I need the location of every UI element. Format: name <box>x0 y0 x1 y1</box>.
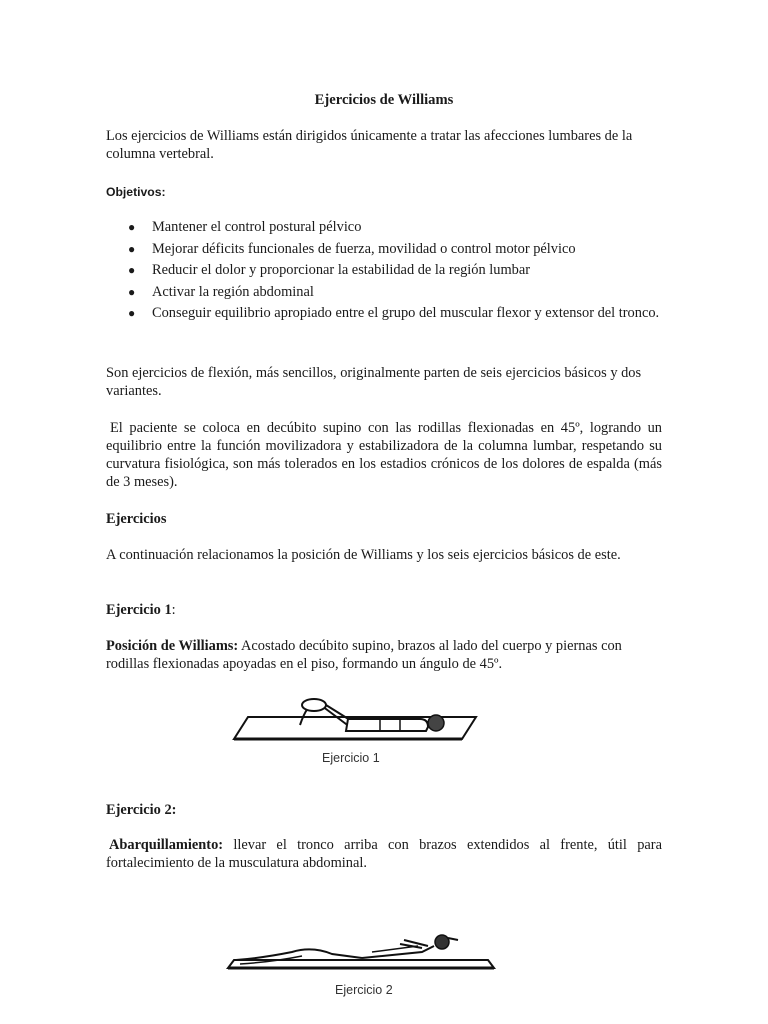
exercise2-caption: Ejercicio 2 <box>335 983 393 997</box>
section-heading: Ejercicios <box>106 511 167 527</box>
patient-paragraph: El paciente se coloca en decúbito supino con las rodillas flexionadas en 45º, logrando un equilibrio entre la función movilizadora y estabilizadora de la columna lumbar, respetando su curvatura fisiológica, son más tolerados en los estadios crónicos de los dolores de espalda (más de 3 meses). <box>106 420 662 490</box>
objectives-heading: Objetivos: <box>106 185 166 199</box>
list-item: ● Mantener el control postural pélvico <box>128 217 668 239</box>
bullet-icon: ● <box>128 241 136 256</box>
exercise1-caption: Ejercicio 1 <box>322 751 380 765</box>
exercise2-heading: Ejercicio 2: <box>106 802 177 818</box>
list-item: ● Activar la región abdominal <box>128 282 668 304</box>
list-item: ● Reducir el dolor y proporcionar la estabilidad de la región lumbar <box>128 260 668 282</box>
objectives-list <box>128 217 668 325</box>
document-title: Ejercicios de Williams <box>314 92 454 108</box>
exercise2-label: Abarquillamiento: <box>109 837 224 853</box>
exercise2-description: Abarquillamiento: llevar el tronco arriba con brazos extendidos al frente, útil para fortalecimiento de la musculatura abdominal. <box>106 837 662 871</box>
exercise2-illustration <box>222 930 502 975</box>
exercise1-illustration <box>230 695 480 745</box>
list-item: ● Conseguir equilibrio apropiado entre el grupo del muscular flexor y extensor del tronco. <box>128 303 668 325</box>
continuation-paragraph: A continuación relacionamos la posición de Williams y los seis ejercicios básicos de este. <box>106 547 621 563</box>
bullet-icon: ● <box>128 284 136 299</box>
intro-paragraph: Los ejercicios de Williams están dirigidos únicamente a tratar las afecciones lumbares de la columna vertebral. <box>106 128 633 162</box>
list-item: ● Mejorar déficits funcionales de fuerza, movilidad o control motor pélvico <box>128 239 668 261</box>
bullet-icon: ● <box>128 263 136 277</box>
bullet-icon: ● <box>128 306 136 320</box>
exercise1-heading: Ejercicio 1: <box>106 602 176 618</box>
flexion-paragraph: Son ejercicios de flexión, más sencillos, originalmente parten de seis ejercicios básicos y dos variantes. <box>106 365 642 399</box>
exercise1-label: Posición de Williams: <box>106 638 239 654</box>
bullet-icon: ● <box>128 220 136 234</box>
exercise1-description: Posición de Williams: Acostado decúbito supino, brazos al lado del cuerpo y piernas con rodillas flexionadas apoyadas en el piso, formando un ángulo de 45º. <box>106 638 622 672</box>
